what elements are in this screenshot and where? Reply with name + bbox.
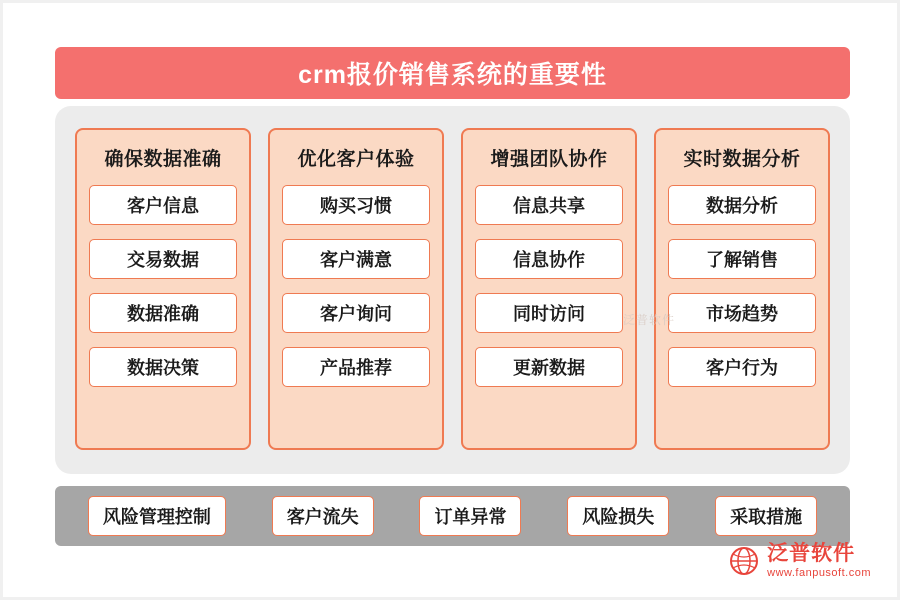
brand-logo — [727, 539, 871, 583]
chip-item: 同时访问 — [475, 293, 623, 333]
column-title: 增强团队协作 — [490, 149, 608, 170]
globe-icon — [727, 544, 761, 578]
logo-name: 泛普软件 — [767, 542, 856, 566]
page-title: crm报价销售系统的重要性 — [298, 61, 607, 89]
chip-item: 客户满意 — [282, 239, 430, 279]
chip-item: 了解销售 — [668, 239, 816, 279]
logo-url: www.fanpusoft.com — [767, 566, 871, 579]
column-group — [75, 128, 830, 450]
chip-item: 信息共享 — [475, 185, 623, 225]
chip-item: 客户信息 — [89, 185, 237, 225]
chip-item: 客户行为 — [668, 347, 816, 387]
column-enhance-team-collaboration — [461, 128, 637, 450]
column-title: 优化客户体验 — [297, 149, 415, 170]
column-realtime-data-analysis — [654, 128, 830, 450]
column-ensure-data-accuracy — [75, 128, 251, 450]
chip-item: 数据决策 — [89, 347, 237, 387]
chip-item: 数据准确 — [89, 293, 237, 333]
chip-item: 更新数据 — [475, 347, 623, 387]
column-optimize-customer-experience — [268, 128, 444, 450]
bottom-chip-item: 客户流失 — [272, 496, 374, 536]
bottom-bar — [55, 486, 850, 546]
watermark-text: 泛普软件 — [623, 313, 676, 327]
column-title: 实时数据分析 — [683, 149, 801, 170]
main-panel — [55, 106, 850, 474]
bottom-chip-item: 采取措施 — [715, 496, 817, 536]
column-title: 确保数据准确 — [104, 149, 222, 170]
logo-text-wrap — [767, 543, 871, 578]
chip-item: 交易数据 — [89, 239, 237, 279]
chip-item: 市场趋势 — [668, 293, 816, 333]
bottom-chip-item: 风险管理控制 — [88, 496, 226, 536]
chip-item: 产品推荐 — [282, 347, 430, 387]
bottom-chip-item: 订单异常 — [419, 496, 521, 536]
title-banner — [55, 47, 850, 99]
bottom-chip-item: 风险损失 — [567, 496, 669, 536]
chip-item: 数据分析 — [668, 185, 816, 225]
chip-item: 购买习惯 — [282, 185, 430, 225]
chip-item: 客户询问 — [282, 293, 430, 333]
chip-item: 信息协作 — [475, 239, 623, 279]
